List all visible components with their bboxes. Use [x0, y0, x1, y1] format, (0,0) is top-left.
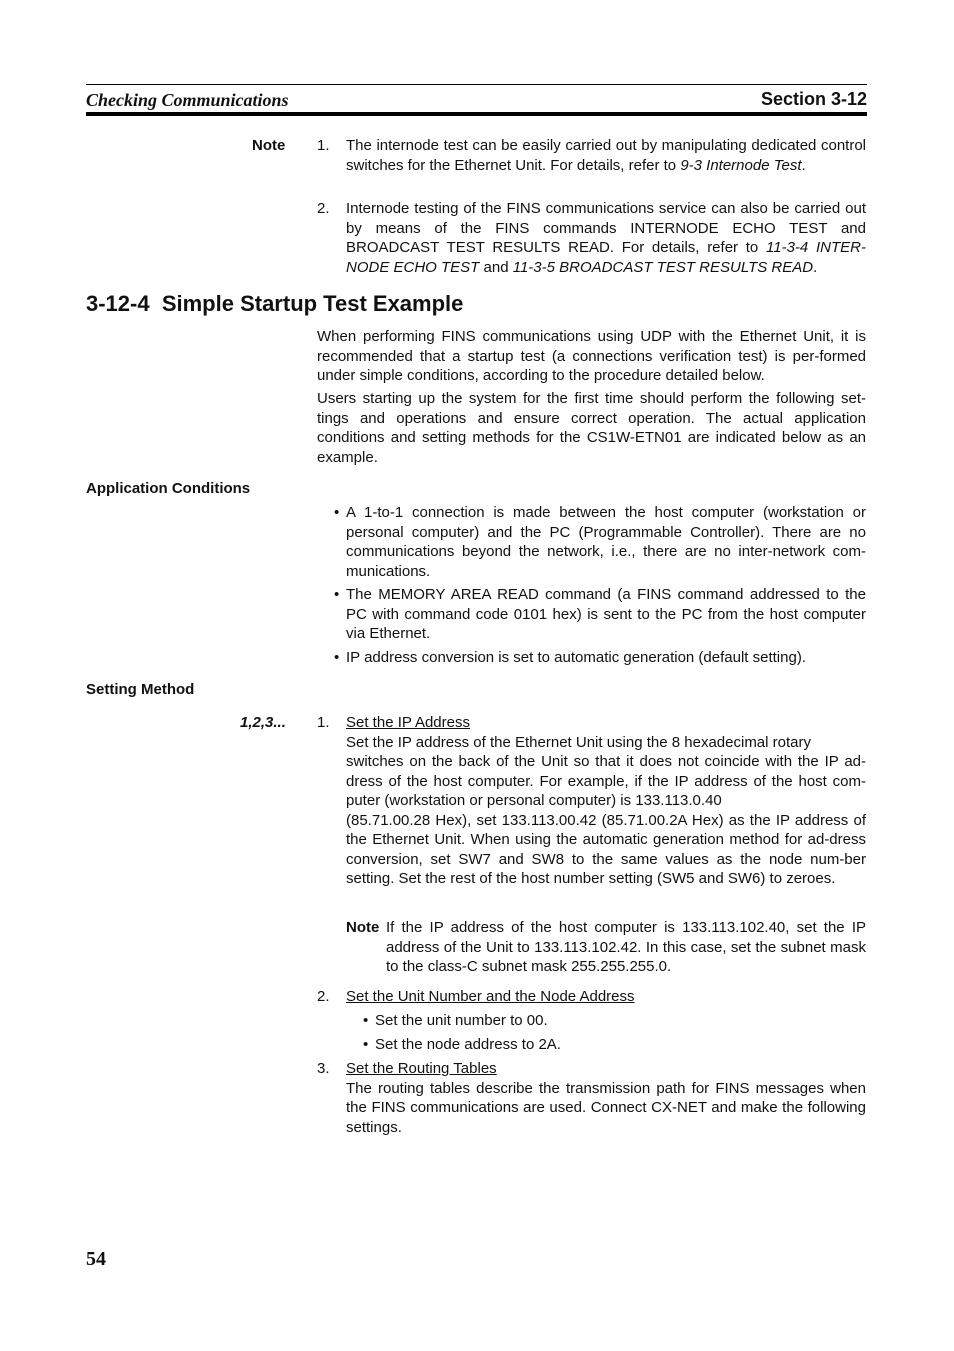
step-2-bullet-2: • Set the node address to 2A. [363, 1036, 561, 1053]
note-item-2: 2. Internode testing of the FINS communications service can also be carried out by means of the FINS commands INTERNODE ECHO TEST and BROADCAST TEST RESULTS READ. For details, refer to 11-3-4 INTER-NODE ECHO TEST and 11-3-5 BROADCAST TEST RESULTS READ. [317, 200, 866, 276]
cross-reference: 9-3 Internode Test [680, 156, 802, 174]
bullet-icon: • [363, 1012, 369, 1029]
step-1-note: Note If the IP address of the host computer is 133.113.102.40, set the IP address of the Unit to 133.113.102.42. In this case, set the subnet mask to the class-C subnet mask 255.255.255.0. [346, 919, 866, 975]
condition-bullet-2: • The MEMORY AREA READ command (a FINS command addressed to the PC with command code 0101 hex) is sent to the PC from the host computer via Ethernet. [334, 586, 866, 642]
step-1: 1. Set the IP Address Set the IP address of the Ethernet Unit using the 8 hexadecimal rotary switches on the back of the Unit so that it does not coincide with the IP ad-dress of the host computer. For example, if the IP address of the host com-puter (workstation or personal computer) is 133.113.0.40 (85.71.00.28 Hex), set 133.113.00.42 (85.71.00.2A Hex) as the IP address of the Ethernet Unit. When using the automatic generation method for ad-dress conversion, set SW7 and SW8 to the same values as the node num-ber setting. Set the rest of the host number setting (SW5 and SW6) to zeroes. [317, 714, 866, 887]
steps-label: 1,2,3... [240, 714, 286, 731]
step-1-title: Set the IP Address [346, 714, 470, 731]
bullet-icon: • [334, 586, 340, 603]
bullet-icon: • [334, 649, 340, 666]
header-top-rule [86, 84, 867, 85]
step-2-title: Set the Unit Number and the Node Address [346, 988, 635, 1005]
setting-method-heading: Setting Method [86, 681, 195, 698]
step-3: 3. Set the Routing Tables The routing tables describe the transmission path for FINS messages when the FINS communications are used. Connect CX-NET and make the following settings. [317, 1060, 866, 1136]
step-2-bullet-1: • Set the unit number to 00. [363, 1012, 548, 1029]
bullet-icon: • [363, 1036, 369, 1053]
header-section-number: Section 3-12 [760, 89, 867, 109]
step-1-note-label: Note [346, 919, 380, 936]
intro-paragraph-1: When performing FINS communications using UDP with the Ethernet Unit, it is recommended that a startup test (a connections verification test) is per-formed under simple conditions, according to the procedure detailed below. [317, 328, 866, 384]
page-number: 54 [86, 1248, 106, 1270]
step-3-title: Set the Routing Tables [346, 1060, 497, 1077]
condition-bullet-1: • A 1-to-1 connection is made between the host computer (workstation or personal computer) and the PC (Programmable Controller). There are no communications beyond the network, i.e., there are no inter-network com-munications. [334, 504, 866, 580]
condition-bullet-3: • IP address conversion is set to automatic generation (default setting). [334, 649, 806, 666]
intro-paragraph-2: Users starting up the system for the first time should perform the following set-tings and operations and ensure correct operation. The actual application conditions and setting methods for the CS1W-ETN01 are indicated below as an example. [317, 390, 866, 466]
cross-reference: 11-3-5 BROADCAST TEST RESULTS READ [512, 258, 814, 276]
note-item-1: 1. The internode test can be easily carried out by manipulating dedicated control switches for the Ethernet Unit. For details, refer to 9-3 Internode Test. [317, 137, 866, 174]
cross-reference: 11-3-4 INTER-NODE ECHO TEST [346, 239, 866, 276]
step-2: 2. Set the Unit Number and the Node Address [317, 988, 635, 1005]
bullet-icon: • [334, 504, 340, 521]
section-title: 3-12-4 Simple Startup Test Example [86, 291, 464, 316]
note-label: Note [252, 137, 286, 154]
header-chapter-title: Checking Communications [86, 90, 289, 110]
header-bottom-rule [86, 112, 867, 116]
application-conditions-heading: Application Conditions [86, 480, 251, 497]
